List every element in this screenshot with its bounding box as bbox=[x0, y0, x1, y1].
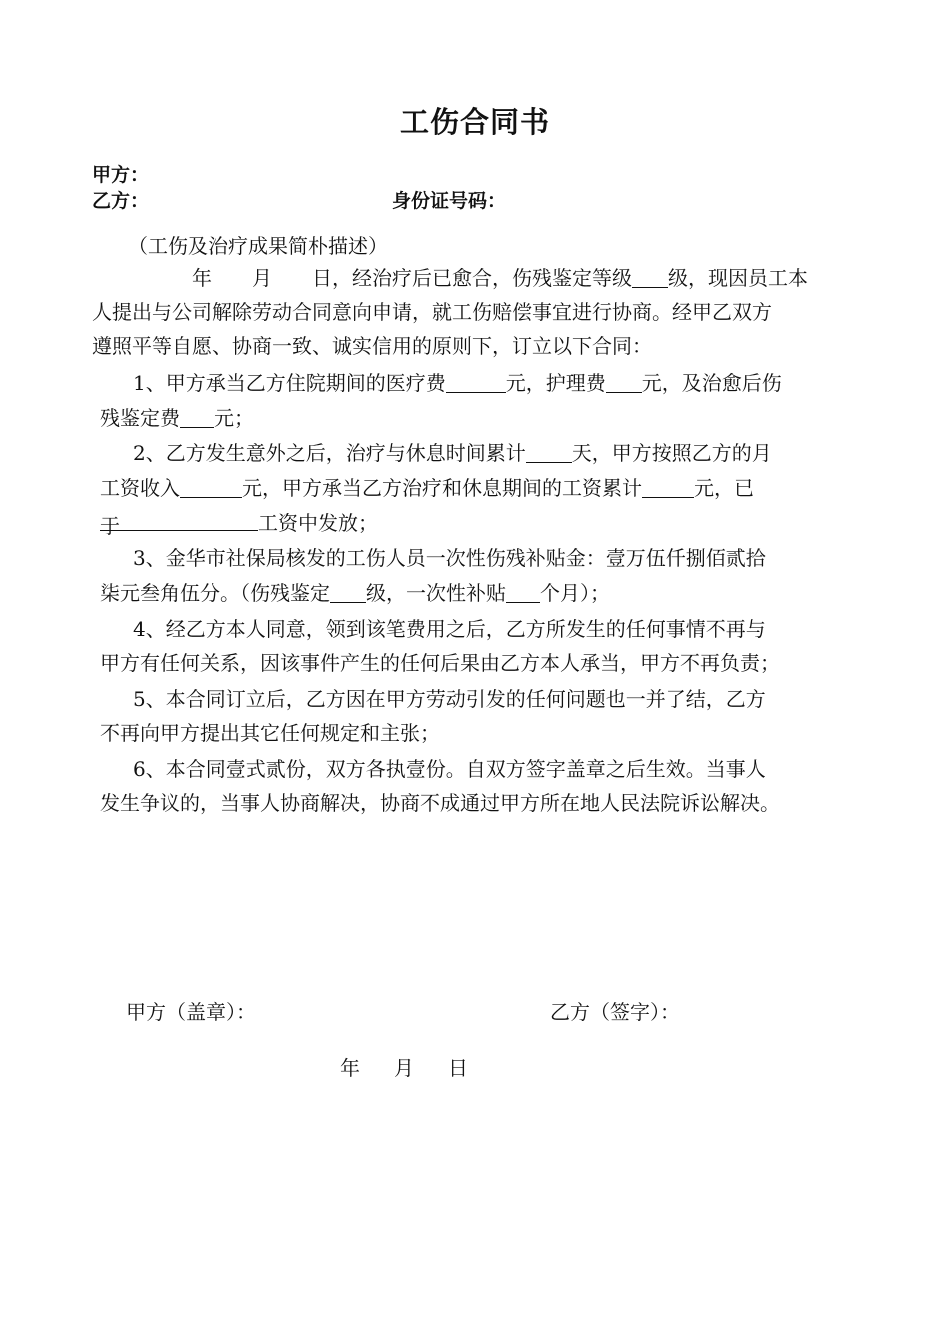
blank-payment-period bbox=[100, 510, 258, 538]
clause-3-text-b: 级，一次性补贴 bbox=[366, 581, 506, 605]
clause-2-text-d: 元，甲方承当乙方治疗和休息期间的工资累计 bbox=[242, 476, 642, 500]
blank-disability-level bbox=[632, 267, 668, 288]
clause-4-line-1: 4、经乙方本人同意，领到该笔费用之后，乙方所发生的任何事情不再与 bbox=[133, 617, 766, 641]
intro-text-tail: 级，现因员工本 bbox=[668, 266, 808, 290]
document-title: 工伤合同书 bbox=[399, 105, 550, 139]
intro-line-1 bbox=[192, 262, 808, 291]
intro-line-2: 人提出与公司解除劳动合同意向申请，就工伤赔偿事宜进行协商。经甲乙双方 bbox=[92, 300, 772, 324]
clause-1-text-c: 元，及治愈后伤 bbox=[641, 371, 782, 395]
clause-1-line-1 bbox=[133, 367, 782, 396]
id-number-label: 身份证号码： bbox=[392, 190, 507, 212]
clause-3-line-2 bbox=[100, 577, 610, 606]
date-year-text: 年 bbox=[192, 266, 212, 290]
party-b-label: 乙方： bbox=[92, 190, 150, 212]
party-a-label: 甲方： bbox=[92, 164, 150, 186]
signature-date bbox=[340, 1052, 468, 1081]
clause-2-text-f: 于 bbox=[100, 514, 120, 538]
clause-1-text-d: 残鉴定费 bbox=[100, 406, 180, 430]
clause-2-text-g: 工资中发放； bbox=[258, 511, 378, 535]
injury-description: （工伤及治疗成果简朴描述） bbox=[128, 234, 388, 258]
clause-2-line-3 bbox=[100, 507, 378, 536]
blank-total-wage bbox=[642, 477, 694, 498]
clause-1-text-e: 元； bbox=[214, 406, 254, 430]
blank-subsidy-months bbox=[506, 582, 540, 603]
clause-2-line-2 bbox=[100, 472, 754, 501]
clause-1-text: 1、甲方承当乙方住院期间的医疗费 bbox=[133, 371, 446, 395]
clause-2-text-e: 元，已 bbox=[694, 476, 754, 500]
date-month-text: 月 bbox=[252, 266, 272, 290]
clause-1-text-b: 元，护理费 bbox=[505, 371, 606, 395]
party-b-signature-label: 乙方（签字）： bbox=[550, 1000, 680, 1024]
blank-appraisal-fee bbox=[180, 407, 214, 428]
signature-date-day: 日 bbox=[448, 1056, 468, 1080]
clause-6-line-2: 发生争议的，当事人协商解决，协商不成通过甲方所在地人民法院诉讼解决。 bbox=[100, 791, 780, 815]
blank-medical-fee bbox=[446, 372, 506, 393]
clause-2-text-b: 天，甲方按照乙方的月 bbox=[571, 441, 772, 465]
signature-date-month: 月 bbox=[394, 1056, 414, 1080]
blank-nursing-fee bbox=[606, 372, 642, 393]
clause-4-line-2: 甲方有任何关系，因该事件产生的任何后果由乙方本人承当，甲方不再负责； bbox=[100, 651, 780, 675]
clause-6-line-1: 6、本合同壹式贰份，双方各执壹份。自双方签字盖章之后生效。当事人 bbox=[133, 757, 766, 781]
clause-3-line-1: 3、金华市社保局核发的工伤人员一次性伤残补贴金：壹万伍仟捌佰贰拾 bbox=[133, 546, 766, 570]
clause-5-line-1: 5、本合同订立后，乙方因在甲方劳动引发的任何问题也一并了结，乙方 bbox=[133, 687, 766, 711]
clause-3-text: 柒元叁角伍分。（伤残鉴定 bbox=[100, 581, 330, 605]
blank-monthly-wage bbox=[180, 477, 242, 498]
intro-line-3: 遵照平等自愿、协商一致、诚实信用的原则下，订立以下合同： bbox=[92, 334, 652, 358]
clause-2-line-1 bbox=[133, 437, 772, 466]
clause-5-line-2: 不再向甲方提出其它任何规定和主张； bbox=[100, 721, 440, 745]
intro-text: 日，经治疗后已愈合，伤残鉴定等级 bbox=[312, 266, 632, 290]
clause-2-text: 2、乙方发生意外之后，治疗与休息时间累计 bbox=[133, 441, 526, 465]
blank-appraisal-level bbox=[330, 582, 366, 603]
party-a-seal-label: 甲方（盖章）： bbox=[126, 1000, 256, 1024]
clause-3-text-c: 个月）； bbox=[540, 581, 610, 605]
clause-2-text-c: 工资收入 bbox=[100, 476, 180, 500]
clause-1-line-2 bbox=[100, 402, 254, 431]
blank-rest-days bbox=[526, 442, 572, 463]
signature-date-year: 年 bbox=[340, 1056, 360, 1080]
